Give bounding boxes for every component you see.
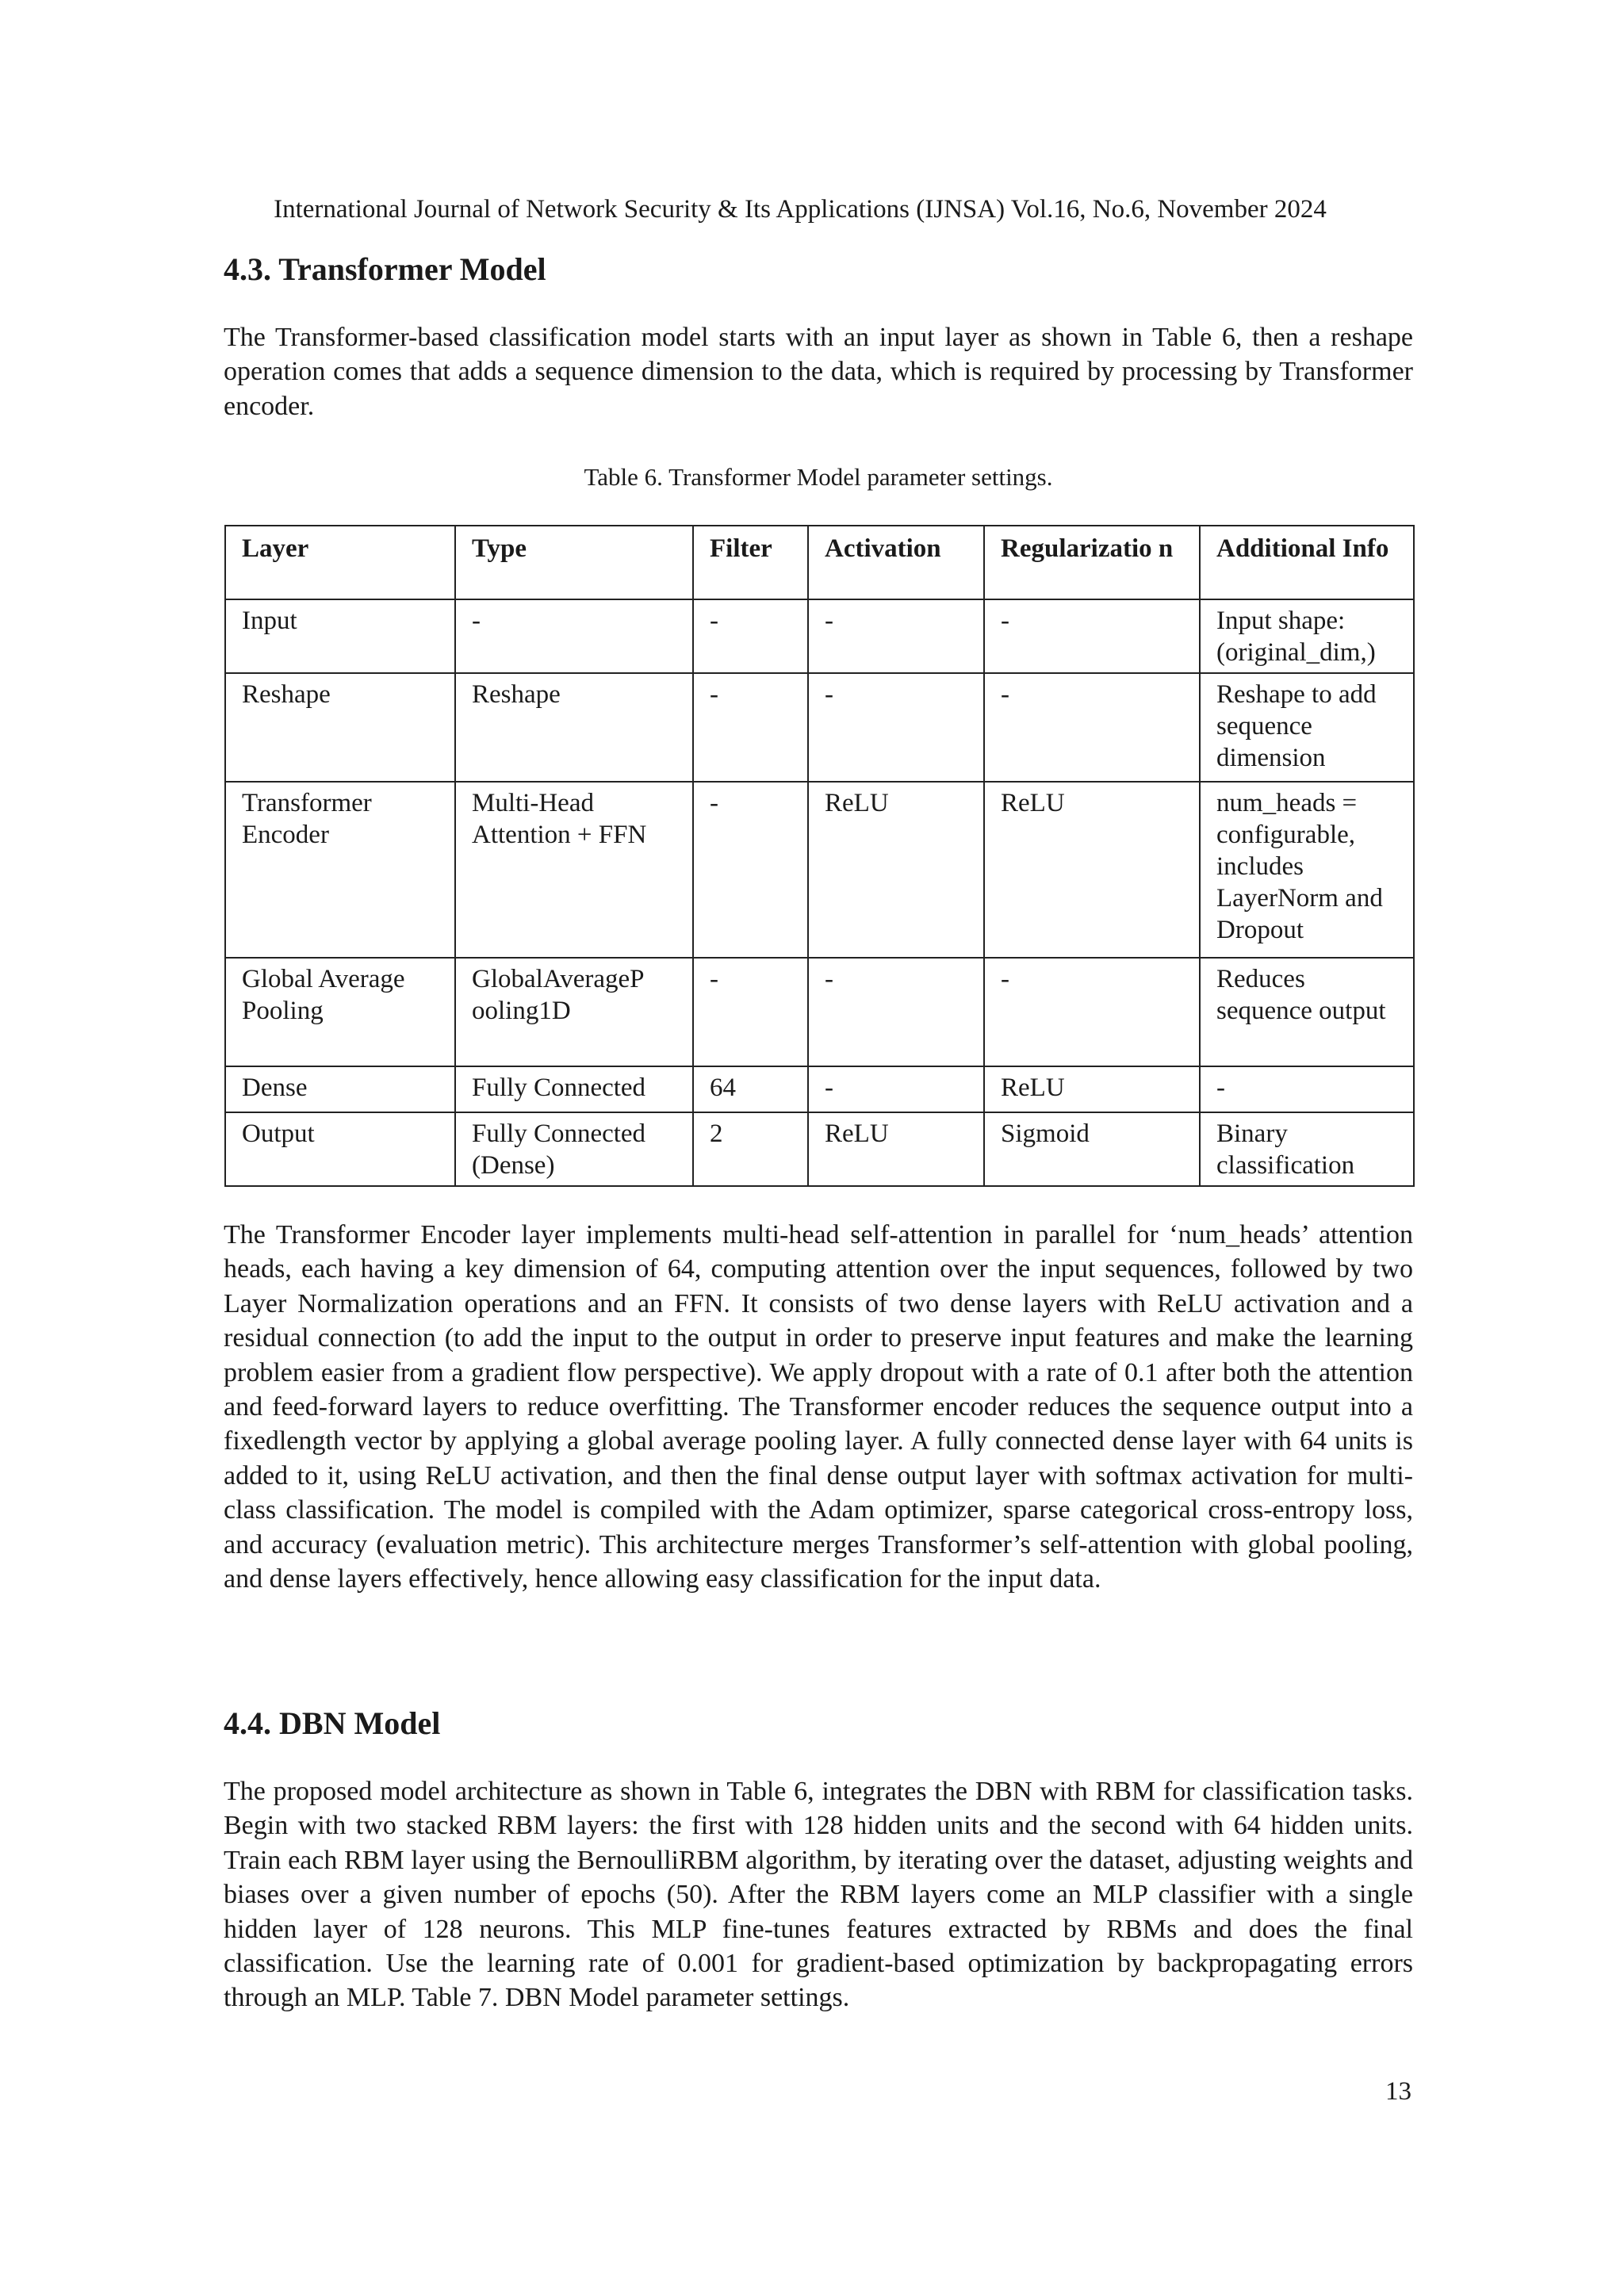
table-cell: 2 (693, 1112, 808, 1186)
column-header-additional-info: Additional Info (1200, 526, 1414, 599)
table-cell: - (693, 782, 808, 958)
table-cell: Sigmoid (984, 1112, 1200, 1186)
column-header-activation: Activation (808, 526, 984, 599)
column-header-layer: Layer (225, 526, 455, 599)
running-header: International Journal of Network Security & Its Applications (IJNSA) Vol.16, No.6, November 2024 (274, 195, 1327, 224)
table-cell: Input (225, 599, 455, 673)
table-cell: ReLU (984, 782, 1200, 958)
table-cell: - (984, 599, 1200, 673)
dbn-model-paragraph: The proposed model architecture as shown in Table 6, integrates the DBN with RBM for classification tasks. Begin with two stacked RBM layers: the first with 128 hidden units and the second with 64 hidden units. Train each RBM layer using the BernoulliRBM algorithm, by iterating over the dataset, adjusting weights and biases over a given number of epochs (50). After the RBM layers come an MLP classifier with a single hidden layer of 128 neurons. This MLP fine-tunes features extracted by RBMs and does the final classification. Use the learning rate of 0.001 for gradient-based optimization by backpropagating errors through an MLP. Table 7. DBN Model parameter settings. (224, 1777, 1413, 2013)
table-cell: Reduces sequence output (1200, 958, 1414, 1066)
transformer-parameter-table (224, 525, 1415, 1187)
table-cell: - (808, 958, 984, 1066)
table-cell: Reshape to add sequence dimension (1200, 673, 1414, 782)
table-cell: Transformer Encoder (225, 782, 455, 958)
table-row-input (225, 599, 1414, 673)
table-cell: - (808, 599, 984, 673)
table-cell: Global Average Pooling (225, 958, 455, 1066)
table-cell: GlobalAverageP ooling1D (455, 958, 693, 1066)
table-cell: 64 (693, 1066, 808, 1112)
column-header-type: Type (455, 526, 693, 599)
transformer-intro-paragraph: The Transformer-based classification model starts with an input layer as shown in Table 6, then a reshape operation comes that adds a sequence dimension to the data, which is required by processing by Transformer encoder. (224, 323, 1413, 421)
table-row-transformer-encoder (225, 782, 1414, 958)
table-caption: Table 6. Transformer Model parameter settings. (584, 463, 1053, 491)
table-cell: - (693, 673, 808, 782)
section-heading-dbn-model: 4.4. DBN Model (224, 1705, 441, 1741)
table-cell: Fully Connected (455, 1066, 693, 1112)
table-cell: - (984, 673, 1200, 782)
table-cell: ReLU (984, 1066, 1200, 1112)
table-cell: Reshape (455, 673, 693, 782)
table-cell: - (693, 958, 808, 1066)
table-cell: - (1200, 1066, 1414, 1112)
table-cell: Fully Connected (Dense) (455, 1112, 693, 1186)
table-header-row (225, 526, 1414, 599)
table-cell: Multi-Head Attention + FFN (455, 782, 693, 958)
table-cell: Binary classification (1200, 1112, 1414, 1186)
column-header-regularization: Regularizatio n (984, 526, 1200, 599)
table-cell: Output (225, 1112, 455, 1186)
table-row-global-average-pooling (225, 958, 1414, 1066)
table-cell: ReLU (808, 782, 984, 958)
table-row-dense (225, 1066, 1414, 1112)
table-cell: ReLU (808, 1112, 984, 1186)
table-cell: Dense (225, 1066, 455, 1112)
table-cell: Input shape: (original_dim,) (1200, 599, 1414, 673)
column-header-filter: Filter (693, 526, 808, 599)
table-cell: - (808, 673, 984, 782)
table-cell: - (693, 599, 808, 673)
table-cell: num_heads = configurable, includes LayerNorm and Dropout (1200, 782, 1414, 958)
table-cell: - (455, 599, 693, 673)
page-number: 13 (1385, 2077, 1411, 2106)
table-row-output (225, 1112, 1414, 1186)
table-row-reshape (225, 673, 1414, 782)
table-cell: - (984, 958, 1200, 1066)
table-cell: Reshape (225, 673, 455, 782)
table-cell: - (808, 1066, 984, 1112)
transformer-encoder-paragraph: The Transformer Encoder layer implements multi-head self-attention in parallel for ‘num_heads’ attention heads, each having a key dimension of 64, computing attention over the input sequences, followed by two Layer Normalization operations and an FFN. It consists of two dense layers with ReLU activation and a residual connection (to add the input to the output in order to preserve input features and make the learning problem easier from a gradient flow perspective). We apply dropout with a rate of 0.1 after both the attention and feed-forward layers to reduce overfitting. The Transformer encoder reduces the sequence output into a fixedlength vector by applying a global average pooling layer. A fully connected dense layer with 64 units is added to it, using ReLU activation, and then the final dense output layer with softmax activation for multi-class classification. The model is compiled with the Adam optimizer, sparse categorical cross-entropy loss, and accuracy (evaluation metric). This architecture merges Transformer’s self-attention with global pooling, and dense layers effectively, hence allowing easy classification for the input data. (224, 1220, 1413, 1594)
section-heading-transformer-model: 4.3. Transformer Model (224, 251, 546, 287)
